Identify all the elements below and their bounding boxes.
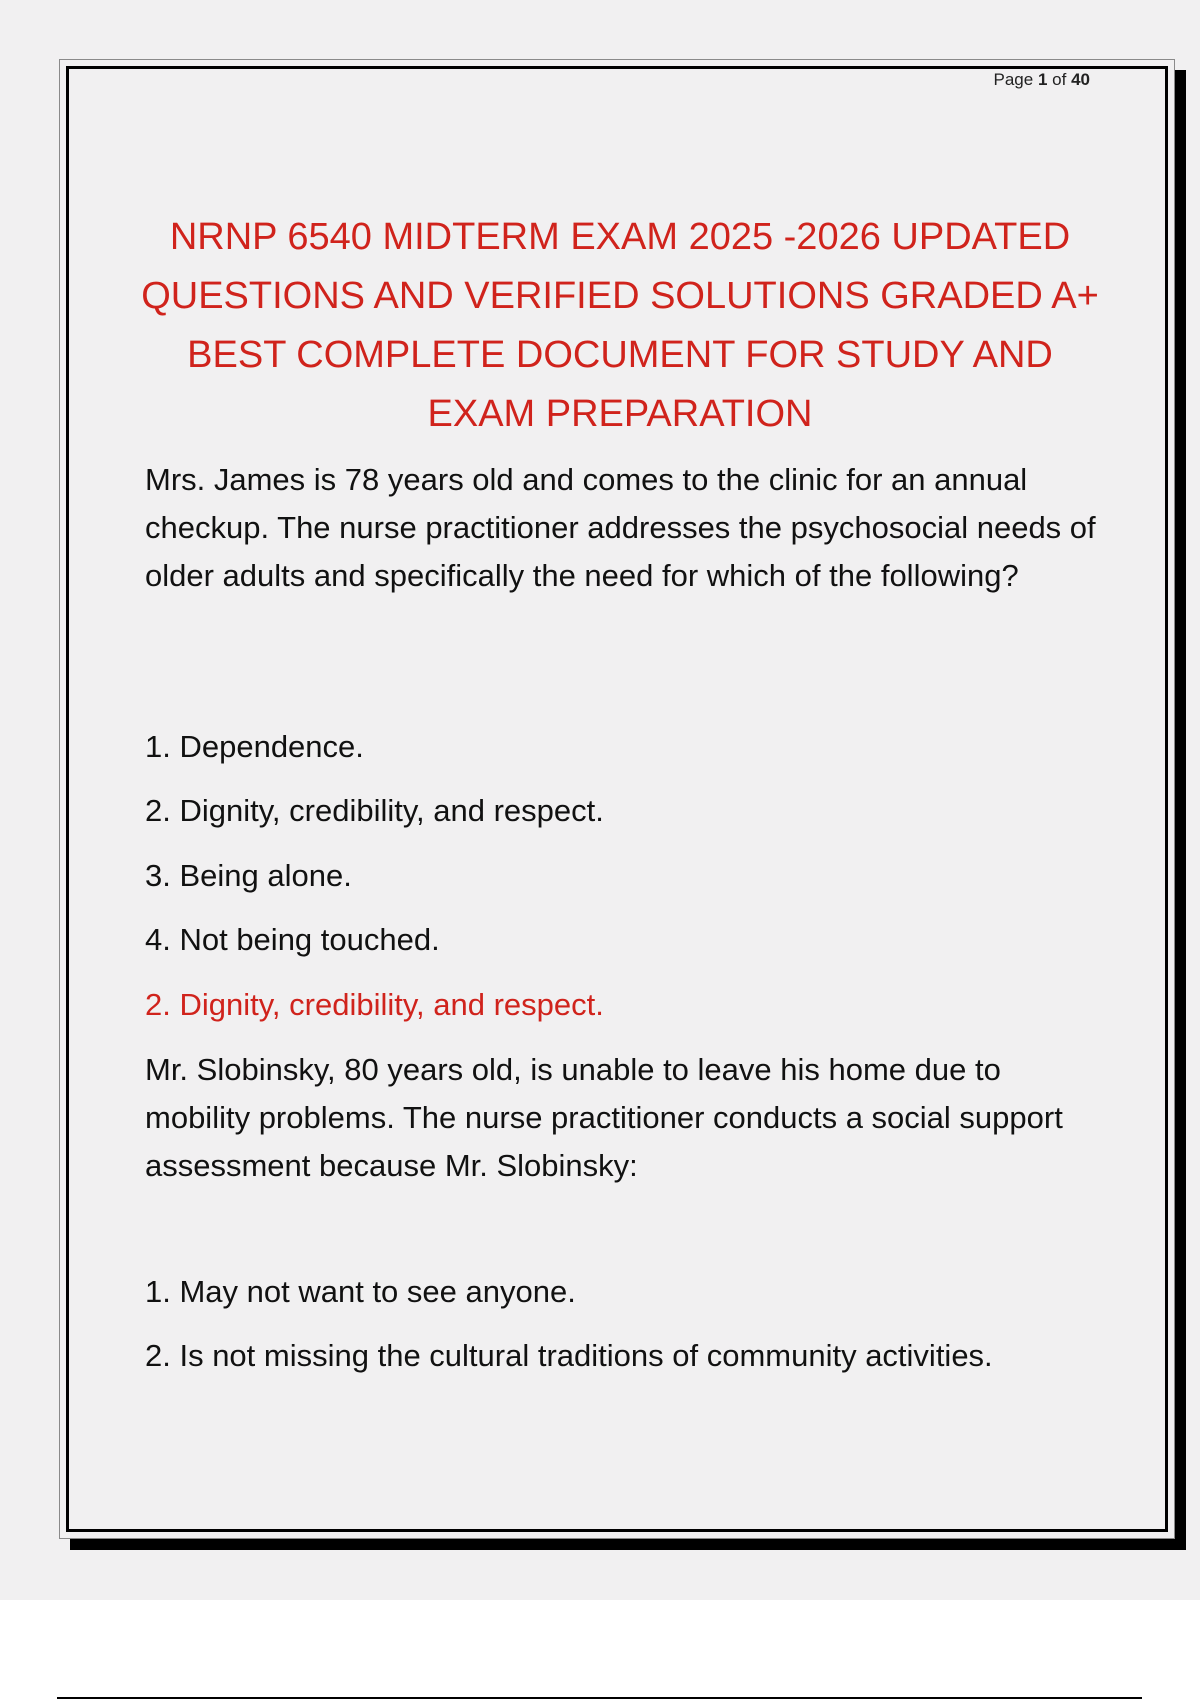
- question-2-option-1: [145, 1272, 1100, 1312]
- option-text: 1. May not want to see anyone.: [145, 1274, 576, 1309]
- page-number-total: 40: [1071, 70, 1090, 89]
- option-text: 4. Not being touched.: [145, 922, 440, 957]
- option-text: 2. Dignity, credibility, and respect.: [145, 793, 604, 828]
- question-1: [145, 456, 1100, 600]
- option-text: 2. Is not missing the cultural traditions of community activities.: [145, 1338, 993, 1373]
- option-text: 3. Being alone.: [145, 858, 352, 893]
- page-number: [994, 70, 1090, 90]
- page-number-label: Page: [993, 70, 1034, 89]
- question-1-answer: [145, 985, 1100, 1025]
- question-1-option-4: [145, 920, 1100, 960]
- answer-text: 2. Dignity, credibility, and respect.: [145, 987, 604, 1022]
- question-2: [145, 1046, 1100, 1190]
- page-number-current: 1: [1037, 70, 1048, 89]
- question-1-text: Mrs. James is 78 years old and comes to the clinic for an annual checkup. The nurse practitioner addresses the psychosocial needs of older adults and specifically the need for which of the following?: [145, 462, 1096, 593]
- question-2-option-2: [145, 1336, 1100, 1376]
- question-1-option-2: [145, 791, 1100, 831]
- page-number-of: of: [1052, 70, 1067, 89]
- question-2-text: Mr. Slobinsky, 80 years old, is unable to leave his home due to mobility problems. The nurse practitioner conducts a social support assessment because Mr. Slobinsky:: [145, 1052, 1063, 1183]
- option-text: 1. Dependence.: [145, 729, 364, 764]
- question-1-option-3: [145, 856, 1100, 896]
- document-title: NRNP 6540 MIDTERM EXAM 2025 -2026 UPDATED QUESTIONS AND VERIFIED SOLUTIONS GRADED A+ BEST COMPLETE DOCUMENT FOR STUDY AND EXAM PREPARATION: [141, 216, 1099, 435]
- footer-divider: [57, 1697, 1142, 1699]
- question-1-option-1: [145, 727, 1100, 767]
